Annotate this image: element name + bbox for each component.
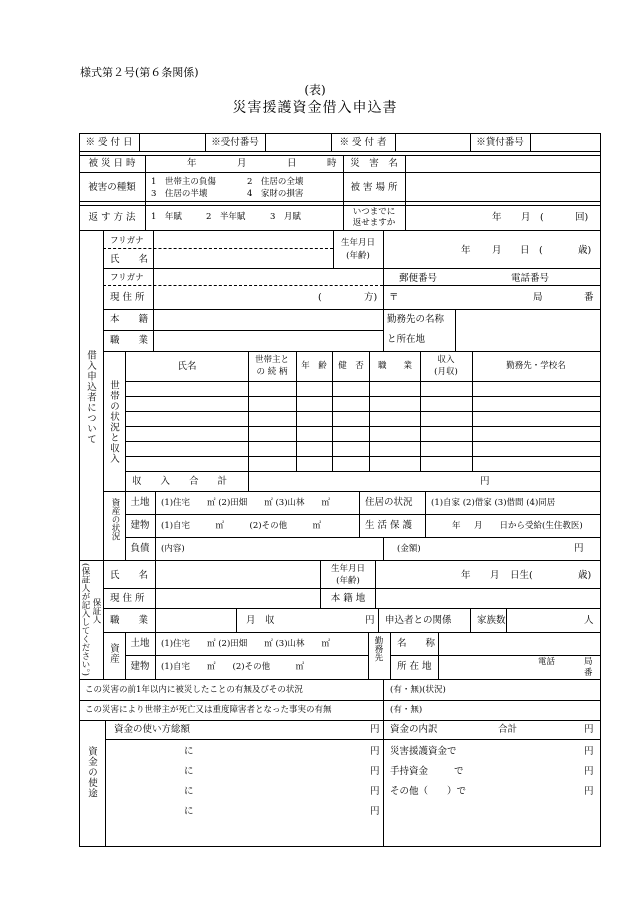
repay-until-label-2: 返せますか	[352, 218, 396, 228]
guarantor-birth-label-2: (年齢)	[336, 576, 360, 586]
col-relation-1: 世帯主と	[254, 355, 290, 365]
loan-number-label: ※貸付番号	[476, 137, 524, 148]
guarantor-workplace-address: 所 在 地	[397, 661, 432, 672]
damage-type-3: 3 住居の半壊	[151, 189, 208, 199]
col-health: 健 否	[338, 361, 364, 371]
assets-land-label: 土地	[130, 497, 150, 508]
guarantor-domicile-label: 本 籍 地	[330, 593, 366, 604]
guarantor-workplace-name: 名 称	[397, 638, 436, 649]
reception-date-label: ※ 受 付 日	[85, 137, 133, 148]
assets-section-label: 資産の状況	[110, 498, 120, 541]
death-answer: (有・無)	[390, 705, 423, 715]
guarantor-birth-year: 年	[461, 570, 471, 581]
form-side-label: (表)	[304, 83, 326, 97]
address-furigana-label: フリガナ	[110, 273, 144, 283]
guarantor-income-label: 月 収	[246, 615, 275, 626]
funds-breakdown-total-label: 合計	[498, 724, 518, 735]
funds-usage-ni-2: に	[184, 766, 194, 777]
domicile-label: 本 籍	[110, 314, 149, 325]
applicant-birth-month: 月	[492, 245, 502, 256]
col-income-2: (月収)	[434, 367, 458, 377]
damage-type-2: 2 住居の全壊	[247, 177, 304, 187]
funds-own-yen: 円	[584, 766, 594, 777]
previous-disaster-answer: (有・無)(状況)	[390, 685, 446, 695]
repay-option-2: 2 半年賦	[206, 212, 246, 222]
household-section-label: 世帯の状況と収入	[108, 380, 119, 464]
funds-usage-total-label: 資金の使い方総額	[114, 724, 191, 735]
guarantor-land-label: 土地	[130, 638, 150, 649]
current-address-label: 現 住 所	[110, 292, 145, 303]
receiver-label: ※ 受 付 者	[339, 137, 387, 148]
disaster-hour: 時	[327, 158, 337, 169]
funds-usage-yen-2: 円	[370, 766, 380, 777]
col-occupation: 職 業	[377, 361, 413, 371]
guarantor-name-label: 氏 名	[110, 570, 149, 581]
debt-label: 負債	[130, 543, 150, 554]
assets-building-value: (1)自宅 ㎡ (2)その他 ㎡	[161, 521, 322, 531]
funds-usage-yen-1: 円	[370, 746, 380, 757]
guarantor-phone-number: 番	[584, 668, 593, 678]
funds-usage-yen-4: 円	[370, 806, 380, 817]
repay-option-1: 1 年賦	[151, 212, 182, 222]
income-total-label: 収 入 合 計	[132, 476, 228, 487]
guarantor-address-label: 現 住 所	[110, 593, 145, 604]
form-title: 災害援護資金借入申込書	[232, 100, 398, 116]
guarantor-section-label: 保証人	[91, 598, 101, 624]
funds-other-label: その他（ ）で	[390, 786, 467, 797]
guarantor-income-yen: 円	[365, 615, 375, 626]
funds-breakdown-label: 資金の内訳	[390, 724, 438, 735]
workplace-label-2: と所在地	[387, 334, 426, 345]
applicant-birth-year: 年	[461, 245, 471, 256]
workplace-label-1: 勤務先の名称	[387, 314, 445, 325]
housing-status-label: 住居の状況	[365, 497, 413, 508]
funds-breakdown-total-yen: 円	[584, 724, 594, 735]
phone-number-unit: 番	[584, 292, 594, 303]
repay-until-month: 月 (	[521, 212, 544, 223]
guarantor-family-label: 家族数	[477, 615, 506, 626]
previous-disaster-question: この災害の前1年以内に被災したことの有無及びその状況	[85, 685, 303, 695]
col-income-1: 収入	[437, 355, 455, 365]
applicant-section-label: 借入申込者について	[85, 350, 96, 445]
reception-number-label: ※受付番号	[211, 137, 259, 148]
address-paren-close: 方)	[364, 292, 378, 303]
guarantor-birth-month: 月	[490, 570, 500, 581]
damage-type-1: 1 世帯主の負傷	[151, 177, 216, 187]
funds-aid-yen: 円	[584, 746, 594, 757]
death-question: この災害により世帯主が死亡又は重度障害者となった事実の有無	[85, 705, 332, 715]
assets-building-label: 建物	[130, 520, 150, 531]
funds-usage-section-label: 資金の使途	[86, 746, 97, 799]
funds-usage-ni-4: に	[184, 806, 194, 817]
damage-place-label: 被 害 場 所	[350, 182, 398, 193]
funds-aid-label: 災害援護資金で	[390, 746, 457, 757]
guarantor-building-value: (1)自宅 ㎡ (2)その他 ㎡	[161, 662, 305, 672]
disaster-name-label: 災 害 名	[350, 158, 398, 169]
welfare-label: 生 活 保 護	[365, 520, 413, 531]
funds-usage-yen-3: 円	[370, 786, 380, 797]
form-number: 様式第２号(第６条関係)	[80, 66, 199, 79]
phone-office-unit: 局	[533, 292, 543, 303]
debt-amount: (金額)	[397, 544, 421, 554]
postal-mark: 〒	[389, 292, 399, 303]
debt-yen: 円	[574, 543, 584, 554]
address-paren-open: (	[318, 292, 322, 303]
guarantor-assets-label: 資産	[108, 643, 119, 664]
guarantor-birth-label-1: 生年月日	[330, 564, 366, 574]
funds-usage-ni-1: に	[184, 746, 194, 757]
damage-type-label: 被害の種類	[88, 182, 136, 193]
repay-method-label: 返 す 方 法	[88, 212, 136, 223]
guarantor-phone-label: 電話	[538, 657, 556, 667]
assets-land-value: (1)住宅 ㎡ (2)田畑 ㎡ (3)山林 ㎡	[161, 498, 331, 508]
col-age: 年 齢	[301, 361, 327, 371]
applicant-birth-day: 日 (	[520, 245, 543, 256]
disaster-month: 月	[237, 158, 247, 169]
col-relation-2: の 続 柄	[256, 367, 288, 377]
guarantor-land-value: (1)住宅 ㎡ (2)田畑 ㎡ (3)山林 ㎡	[161, 639, 331, 649]
housing-status-value: (1)自家 (2)借家 (3)借間 (4)同居	[431, 498, 556, 508]
applicant-birth-label-2: (年齢)	[346, 251, 370, 261]
guarantor-phone-office: 局	[584, 657, 593, 667]
welfare-year: 年	[452, 521, 461, 531]
phone-number-label: 電話番号	[510, 273, 550, 284]
repay-until-label-1: いつまでに	[352, 207, 396, 217]
postal-code-label: 郵便番号	[398, 273, 438, 284]
disaster-year: 年	[187, 158, 197, 169]
repay-until-year: 年	[492, 212, 502, 223]
guarantor-occupation-label: 職 業	[110, 615, 149, 626]
disaster-day: 日	[287, 158, 297, 169]
guarantor-note: (保証人が記入してください。)	[80, 563, 90, 676]
applicant-furigana-label: フリガナ	[110, 236, 144, 246]
col-name: 氏名	[177, 361, 197, 372]
funds-own-label: 手持資金	[390, 766, 429, 777]
occupation-label: 職 業	[110, 335, 149, 346]
applicant-name-label: 氏 名	[110, 254, 149, 265]
applicant-birth-age: 歳)	[578, 245, 592, 256]
income-total-yen: 円	[480, 476, 490, 487]
funds-usage-ni-3: に	[184, 786, 194, 797]
disaster-date-label: 被 災 日 時	[88, 158, 136, 169]
applicant-birth-label-1: 生年月日	[340, 238, 376, 248]
repay-option-3: 3 月賦	[270, 212, 301, 222]
guarantor-building-label: 建物	[130, 661, 150, 672]
guarantor-relation-label: 申込者との関係	[385, 615, 452, 626]
funds-other-yen: 円	[584, 786, 594, 797]
guarantor-workplace-label: 勤務先	[373, 636, 383, 662]
welfare-value: 月 日から受給(生住教医)	[474, 521, 583, 531]
col-workplace: 勤務先・学校名	[506, 361, 566, 371]
guarantor-birth-age: 歳)	[578, 570, 592, 581]
damage-type-4: 4 家財の損害	[247, 189, 304, 199]
repay-until-times: 回)	[575, 212, 589, 223]
funds-usage-total-yen: 円	[370, 724, 380, 735]
guarantor-birth-day: 日生(	[510, 570, 533, 581]
debt-content: (内容)	[161, 544, 185, 554]
funds-own-de: で	[454, 766, 464, 777]
guarantor-family-unit: 人	[584, 615, 594, 626]
